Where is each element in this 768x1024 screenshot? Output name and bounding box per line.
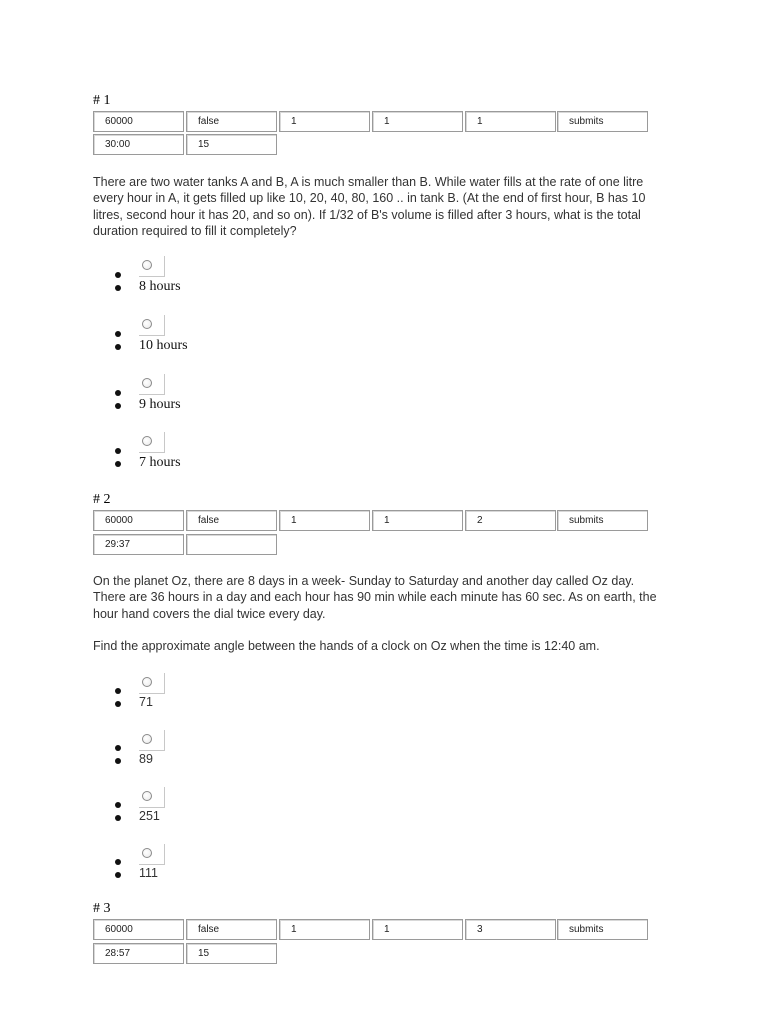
- bullet-icon: [115, 285, 121, 291]
- meta-cell: 1: [372, 919, 463, 940]
- radio-icon: [142, 848, 152, 858]
- option-label: 8 hours: [139, 279, 181, 294]
- meta-cell: 2: [465, 510, 556, 531]
- option-label: 10 hours: [139, 338, 188, 353]
- bullet-icon: [115, 802, 121, 808]
- meta-cell: 15: [186, 943, 277, 964]
- meta-cell: submits: [557, 111, 648, 132]
- radio-icon: [142, 677, 152, 687]
- question-prompt: Find the approximate angle between the hands of a clock on Oz when the time is 12:40 am.: [93, 639, 600, 653]
- meta-cell: 60000: [93, 919, 184, 940]
- option-label: 89: [139, 752, 153, 766]
- question-number: # 1: [93, 93, 111, 108]
- radio-icon: [142, 791, 152, 801]
- meta-cell: 1: [465, 111, 556, 132]
- question-number: # 3: [93, 901, 111, 916]
- meta-cell: 1: [279, 919, 370, 940]
- meta-cell: 60000: [93, 111, 184, 132]
- meta-cell: 1: [372, 510, 463, 531]
- radio-button[interactable]: [139, 730, 165, 751]
- meta-cell: [186, 534, 277, 555]
- meta-cell: false: [186, 919, 277, 940]
- radio-icon: [142, 260, 152, 270]
- radio-button[interactable]: [139, 673, 165, 694]
- bullet-icon: [115, 272, 121, 278]
- bullet-icon: [115, 403, 121, 409]
- bullet-icon: [115, 815, 121, 821]
- bullet-icon: [115, 745, 121, 751]
- meta-cell: submits: [557, 510, 648, 531]
- bullet-icon: [115, 331, 121, 337]
- radio-icon: [142, 378, 152, 388]
- meta-cell: 60000: [93, 510, 184, 531]
- meta-cell: false: [186, 111, 277, 132]
- question-text: On the planet Oz, there are 8 days in a week- Sunday to Saturday and another day called Oz day. There are 36 hours in a day and each hour has 90 min while each minute has 60 sec. As on earth, the hour hand covers the dial twice every day.: [93, 574, 657, 621]
- meta-cell: 1: [372, 111, 463, 132]
- question-number: # 2: [93, 492, 111, 507]
- meta-cell: 15: [186, 134, 277, 155]
- option-label: 7 hours: [139, 455, 181, 470]
- meta-cell: false: [186, 510, 277, 531]
- bullet-icon: [115, 344, 121, 350]
- meta-cell: 1: [279, 510, 370, 531]
- radio-button[interactable]: [139, 256, 165, 277]
- radio-icon: [142, 319, 152, 329]
- radio-icon: [142, 734, 152, 744]
- meta-cell: 1: [279, 111, 370, 132]
- radio-button[interactable]: [139, 374, 165, 395]
- bullet-icon: [115, 859, 121, 865]
- radio-button[interactable]: [139, 787, 165, 808]
- bullet-icon: [115, 390, 121, 396]
- bullet-icon: [115, 448, 121, 454]
- timer-cell: 29:37: [93, 534, 184, 555]
- bullet-icon: [115, 461, 121, 467]
- radio-button[interactable]: [139, 315, 165, 336]
- timer-cell: 30:00: [93, 134, 184, 155]
- bullet-icon: [115, 872, 121, 878]
- radio-button[interactable]: [139, 432, 165, 453]
- meta-cell: submits: [557, 919, 648, 940]
- option-label: 111: [139, 866, 159, 880]
- bullet-icon: [115, 758, 121, 764]
- option-label: 9 hours: [139, 397, 181, 412]
- option-label: 251: [139, 809, 160, 823]
- radio-button[interactable]: [139, 844, 165, 865]
- meta-cell: 3: [465, 919, 556, 940]
- bullet-icon: [115, 688, 121, 694]
- timer-cell: 28:57: [93, 943, 184, 964]
- option-label: 71: [139, 695, 153, 709]
- question-text: There are two water tanks A and B, A is much smaller than B. While water fills at the rate of one litre every hour in A, it gets filled up like 10, 20, 40, 80, 160 .. in tank B. (At the end of first hour, B has 10 litres, second hour it has 20, and so on). If 1/32 of B's volume is filled after 3 hours, what is the total duration required to fill it completely?: [93, 175, 646, 238]
- bullet-icon: [115, 701, 121, 707]
- radio-icon: [142, 436, 152, 446]
